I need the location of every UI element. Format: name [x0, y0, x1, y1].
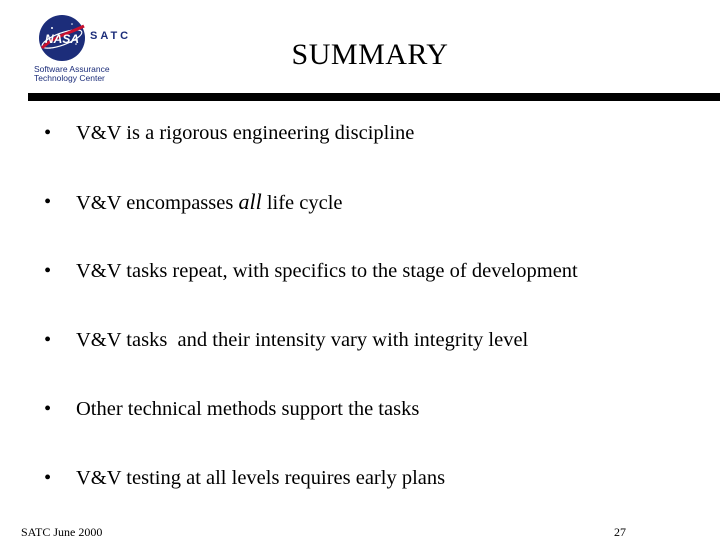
bullet-dot: •: [44, 260, 52, 282]
bullet-dot: •: [44, 398, 52, 420]
bullet-item: [44, 118, 578, 187]
bullet-emphasis: all: [238, 189, 262, 214]
slide-title: SUMMARY: [291, 38, 449, 71]
page-number: 27: [614, 525, 626, 539]
satc-wordmark: SATC: [90, 30, 132, 42]
bullet-list: [44, 118, 578, 532]
nasa-meatball-icon: [38, 14, 86, 62]
satc-logo: [30, 12, 140, 82]
bullet-text: V&V encompasses: [76, 192, 239, 214]
bullet-dot: •: [44, 467, 52, 489]
bullet-dot: •: [44, 122, 52, 144]
bullet-item: [44, 394, 578, 463]
bullet-item: [44, 256, 578, 325]
footer-source: SATC June 2000: [21, 525, 103, 539]
bullet-item: [44, 463, 578, 532]
bullet-item: [44, 325, 578, 394]
logo-org-line-1: Software Assurance: [34, 64, 110, 74]
bullet-dot: •: [44, 329, 52, 351]
bullet-dot: •: [44, 191, 52, 213]
header-rule: [28, 93, 720, 101]
bullet-text: V&V testing at all levels requires early plans: [76, 467, 446, 489]
bullet-text: Other technical methods support the tasks: [76, 398, 420, 420]
bullet-item: [44, 187, 578, 256]
bullet-text: V&V is a rigorous engineering discipline: [76, 122, 415, 144]
nasa-wordmark: NASA: [44, 32, 80, 46]
bullet-text: V&V tasks repeat, with specifics to the stage of development: [76, 260, 578, 282]
bullet-text-tail: life cycle: [261, 192, 343, 214]
bullet-text: V&V tasks and their intensity vary with integrity level: [76, 329, 529, 351]
logo-org-line-2: Technology Center: [34, 73, 105, 83]
